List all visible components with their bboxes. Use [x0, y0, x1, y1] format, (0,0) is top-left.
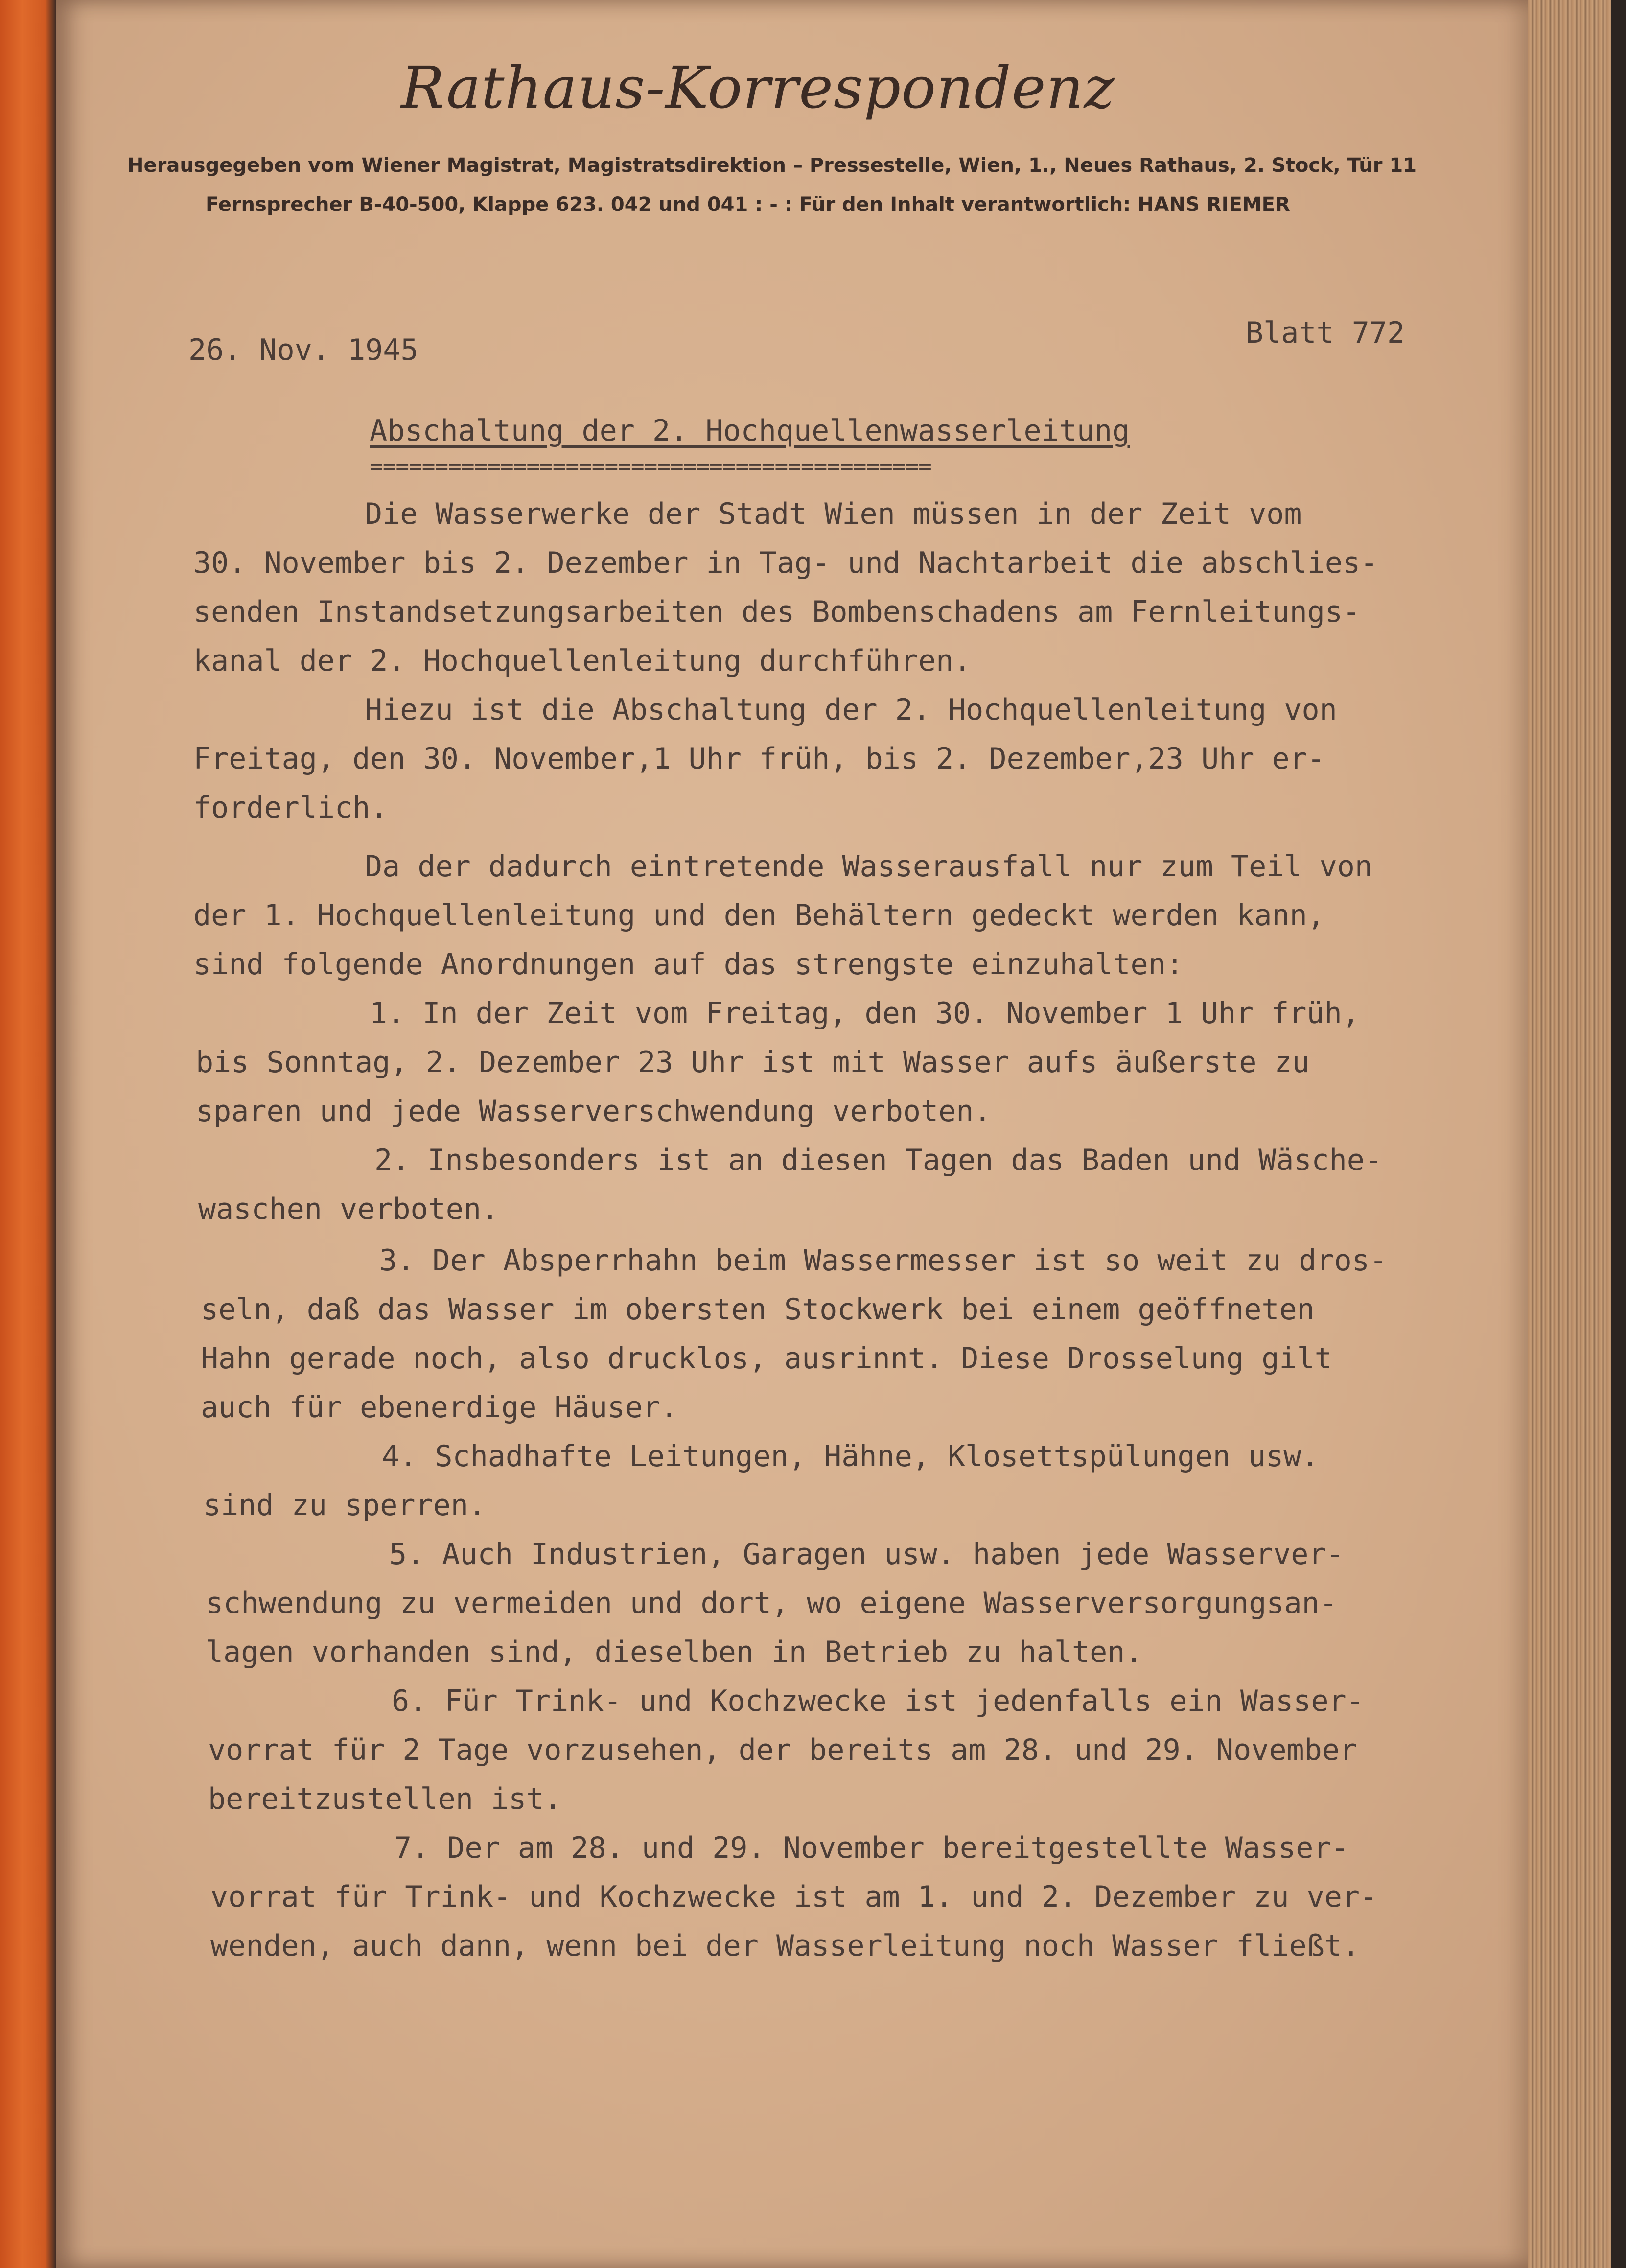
text-line: der 1. Hochquellenleitung und den Behältern gedeckt werden kann, — [193, 898, 1325, 933]
text-line: bis Sonntag, 2. Dezember 23 Uhr ist mit Wasser aufs äußerste zu — [196, 1045, 1310, 1079]
text-line: 7. Der am 28. und 29. November bereitgestellte Wasser- — [394, 1831, 1349, 1865]
text-line: schwendung zu vermeiden und dort, wo eigene Wasserversorgungsan- — [206, 1586, 1337, 1620]
text-line: auch für ebenerdige Häuser. — [201, 1390, 678, 1425]
text-line: Freitag, den 30. November,1 Uhr früh, bis 2. Dezember,23 Uhr er- — [193, 742, 1325, 776]
date: 26. Nov. 1945 — [188, 333, 418, 367]
text-line: kanal der 2. Hochquellenleitung durchführen. — [193, 644, 972, 678]
text-line: wenden, auch dann, wenn bei der Wasserleitung noch Wasser fließt. — [210, 1929, 1360, 1963]
text-line: bereitzustellen ist. — [208, 1782, 562, 1816]
sheet-number: Blatt 772 — [1246, 316, 1405, 350]
document-page — [56, 0, 1528, 2268]
text-line: sind folgende Anordnungen auf das strengste einzuhalten: — [193, 947, 1184, 982]
page-stack-shadow — [1611, 0, 1626, 2268]
text-line: 1. In der Zeit vom Freitag, den 30. November 1 Uhr früh, — [370, 996, 1360, 1030]
text-line: lagen vorhanden sind, dieselben in Betrieb zu halten. — [206, 1635, 1143, 1669]
text-line: Hahn gerade noch, also drucklos, ausrinnt. Diese Drosselung gilt — [201, 1341, 1332, 1376]
binder-edge — [0, 0, 56, 2268]
text-line: waschen verboten. — [198, 1192, 499, 1226]
text-line: vorrat für Trink- und Kochzwecke ist am 1. und 2. Dezember zu ver- — [210, 1880, 1378, 1914]
text-line: 2. Insbesonders ist an diesen Tagen das Baden und Wäsche- — [374, 1143, 1383, 1177]
text-line: seln, daß das Wasser im obersten Stockwerk bei einem geöffneten — [201, 1292, 1315, 1327]
text-line: 4. Schadhafte Leitungen, Hähne, Klosettspülungen usw. — [382, 1439, 1319, 1473]
text-line: vorrat für 2 Tage vorzusehen, der bereits am 28. und 29. November — [208, 1733, 1357, 1767]
masthead-phone-line: Fernsprecher B-40-500, Klappe 623. 042 und 041 : - : Für den Inhalt verantwortlich: HANS RIEMER — [206, 193, 1290, 216]
text-line: 5. Auch Industrien, Garagen usw. haben jede Wasserver- — [389, 1537, 1344, 1571]
text-line: senden Instandsetzungsarbeiten des Bombenschadens am Fernleitungs- — [193, 595, 1361, 629]
text-line: Hiezu ist die Abschaltung der 2. Hochquellenleitung von — [365, 693, 1337, 727]
text-line: Die Wasserwerke der Stadt Wien müssen in der Zeit vom — [365, 497, 1302, 531]
text-line: sparen und jede Wasserverschwendung verboten. — [196, 1094, 992, 1128]
headline: Abschaltung der 2. Hochquellenwasserleitung — [370, 414, 1130, 448]
text-line: forderlich. — [193, 791, 388, 825]
text-line: 3. Der Absperrhahn beim Wassermesser ist so weit zu dros- — [379, 1243, 1388, 1278]
text-line: 30. November bis 2. Dezember in Tag- und Nachtarbeit die abschlies- — [193, 546, 1378, 580]
text-line: Da der dadurch eintretende Wasserausfall nur zum Teil von — [365, 849, 1373, 884]
masthead-publisher-line: Herausgegeben vom Wiener Magistrat, Magistratsdirektion – Pressestelle, Wien, 1., Neues Rathaus, 2. Stock, Tür 11 — [127, 154, 1417, 177]
text-line: 6. Für Trink- und Kochzwecke ist jedenfalls ein Wasser- — [392, 1684, 1364, 1718]
text-line: sind zu sperren. — [203, 1488, 486, 1522]
headline-double-underline: =========================================== — [370, 453, 931, 479]
masthead-title: Rathaus-Korrespondenz — [401, 54, 1115, 121]
